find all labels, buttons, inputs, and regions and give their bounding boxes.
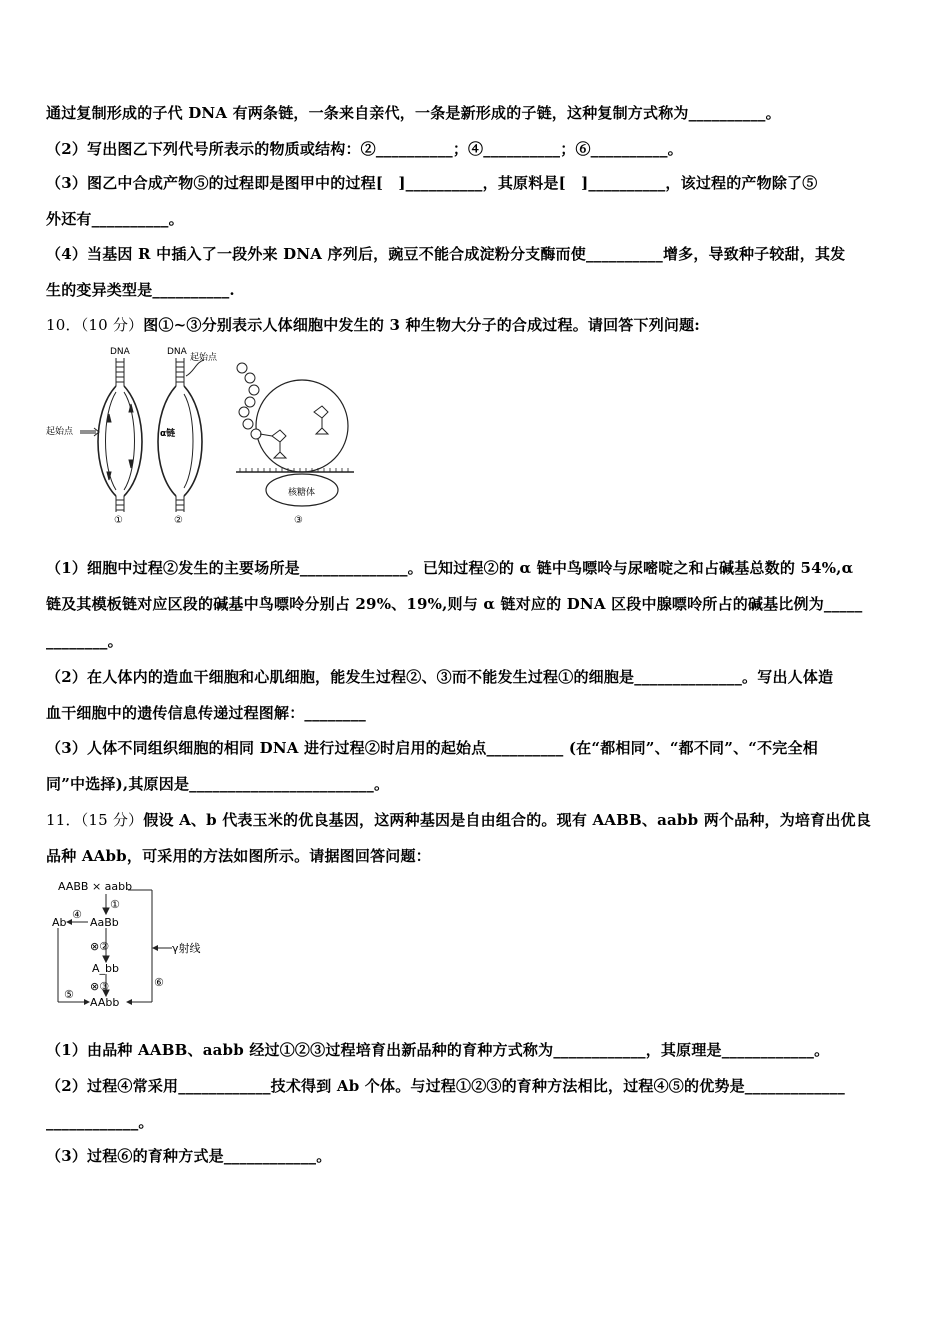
fig2-transcription-bubble xyxy=(158,386,202,496)
q9-line-3: （3）图乙中合成产物⑤的过程即是图甲中的过程[ ]__________，其原料是[ ]__________，该过程的产物除了⑤ xyxy=(46,174,818,192)
q9-line-5: （4）当基因 R 中插入了一段外来 DNA 序列后，豌豆不能合成淀粉分支酶而使__________增多，导致种子较甜，其发 xyxy=(46,245,846,263)
fig1-dna-top-ladder xyxy=(116,358,124,386)
q11-number: 11． xyxy=(46,811,81,829)
fig1-replication-bubble xyxy=(98,386,142,496)
fig1-bubble-arrows xyxy=(107,404,133,480)
fig-step-6: ⑥ xyxy=(154,976,164,989)
fig1-start-label: 起始点 xyxy=(46,427,74,437)
fig1-number: ① xyxy=(114,515,123,526)
fig-ray-arrowhead xyxy=(152,945,158,951)
fig1-dna-bottom-ladder xyxy=(116,496,124,512)
fig-result: AAbb xyxy=(90,996,120,1009)
q9-line-4: 外还有__________。 xyxy=(46,210,184,228)
q11-line-2: 品种 AAbb，可采用的方法如图所示。请据图回答问题： xyxy=(46,847,431,865)
q11-breeding-figure xyxy=(48,874,218,1014)
fig-parents: AABB × aabb xyxy=(58,880,133,893)
q11-stem-text: 假设 A、b 代表玉米的优良基因，这两种基因是自由组合的。现有 AABB、aabb 两个品种，为培育出优良 xyxy=(143,811,871,829)
fig-ab: Ab xyxy=(52,916,67,929)
q10-line-6: （3）人体不同组织细胞的相同 DNA 进行过程②时启用的起始点__________ (在“都相同”、“都不同”、“不完全相 xyxy=(46,739,818,757)
fig-right-loop xyxy=(128,890,152,1002)
fig3-number: ③ xyxy=(294,515,303,526)
fig1-dna-label: DNA xyxy=(110,347,130,357)
fig-step-5: ⑤ xyxy=(64,988,74,1001)
fig-f1: AaBb xyxy=(90,916,119,929)
q11-line-6: （3）过程⑥的育种方式是____________。 xyxy=(46,1147,332,1165)
q10-figure xyxy=(44,342,364,528)
fig-step-1: ① xyxy=(110,898,120,911)
q10-line-5: 血干细胞中的遗传信息传递过程图解：________ xyxy=(46,704,367,722)
fig1-start-arrow xyxy=(80,428,99,436)
q11-score: （15 分） xyxy=(80,811,144,829)
fig-step-2: ⊗② xyxy=(90,940,110,953)
q10-line-2: 链及其模板链对应区段的碱基中鸟嘌呤分别占 29%、19%,则与 α 链对应的 DNA 区段中腺嘌呤所占的碱基比例为_____ xyxy=(46,595,863,613)
fig2-dna-bottom-ladder xyxy=(176,496,184,512)
q9-line-6: 生的变异类型是__________. xyxy=(46,281,235,299)
q10-line-1: （1）细胞中过程②发生的主要场所是______________。已知过程②的 α 链中鸟嘌呤与尿嘧啶之和占碱基总数的 54%,α xyxy=(46,559,854,577)
q9-line-1: 通过复制形成的子代 DNA 有两条链，一条来自亲代，一条是新形成的子链，这种复制方式称为__________。 xyxy=(46,104,781,122)
q10-line-7: 同”中选择),其原因是________________________。 xyxy=(46,775,390,793)
fig-ray-label: γ射线 xyxy=(172,942,201,955)
fig2-dna-top-ladder xyxy=(176,358,184,386)
fig-step-4: ④ xyxy=(72,908,82,921)
q11-line-3: （1）由品种 AABB、aabb 经过①②③过程培育出新品种的育种方式称为____________，其原理是____________。 xyxy=(46,1041,830,1059)
q11-line-4: （2）过程④常采用____________技术得到 Ab 个体。与过程①②③的育种方法相比，过程④⑤的优势是_____________ xyxy=(46,1077,845,1095)
fig-right-arrowhead xyxy=(126,999,132,1005)
q10-score: （10 分） xyxy=(80,316,144,334)
fig2-alpha-label: α链 xyxy=(160,429,176,439)
q11-stem xyxy=(46,809,871,830)
q10-line-3: ________。 xyxy=(46,632,123,650)
fig2-number: ② xyxy=(174,515,183,526)
fig-step-3: ⊗③ xyxy=(90,980,110,993)
fig3-ribosome-large xyxy=(256,380,348,472)
fig3-ribosome-label: 核糖体 xyxy=(288,488,316,498)
fig2-dna-label: DNA xyxy=(167,347,187,357)
fig2-start-label: 起始点 xyxy=(190,353,218,363)
q9-line-2: （2）写出图乙下列代号所表示的物质或结构：②__________；④__________；⑥__________。 xyxy=(46,140,683,158)
q10-stem xyxy=(46,314,700,335)
q10-number: 10． xyxy=(46,316,81,334)
q10-line-4: （2）在人体内的造血干细胞和心肌细胞，能发生过程②、③而不能发生过程①的细胞是______________。写出人体造 xyxy=(46,668,834,686)
q11-line-5: ____________。 xyxy=(46,1113,154,1131)
fig-abb-intermediate: A_bb xyxy=(92,962,119,975)
q10-stem-text: 图①~③分别表示人体细胞中发生的 3 种生物大分子的合成过程。请回答下列问题: xyxy=(143,316,701,334)
